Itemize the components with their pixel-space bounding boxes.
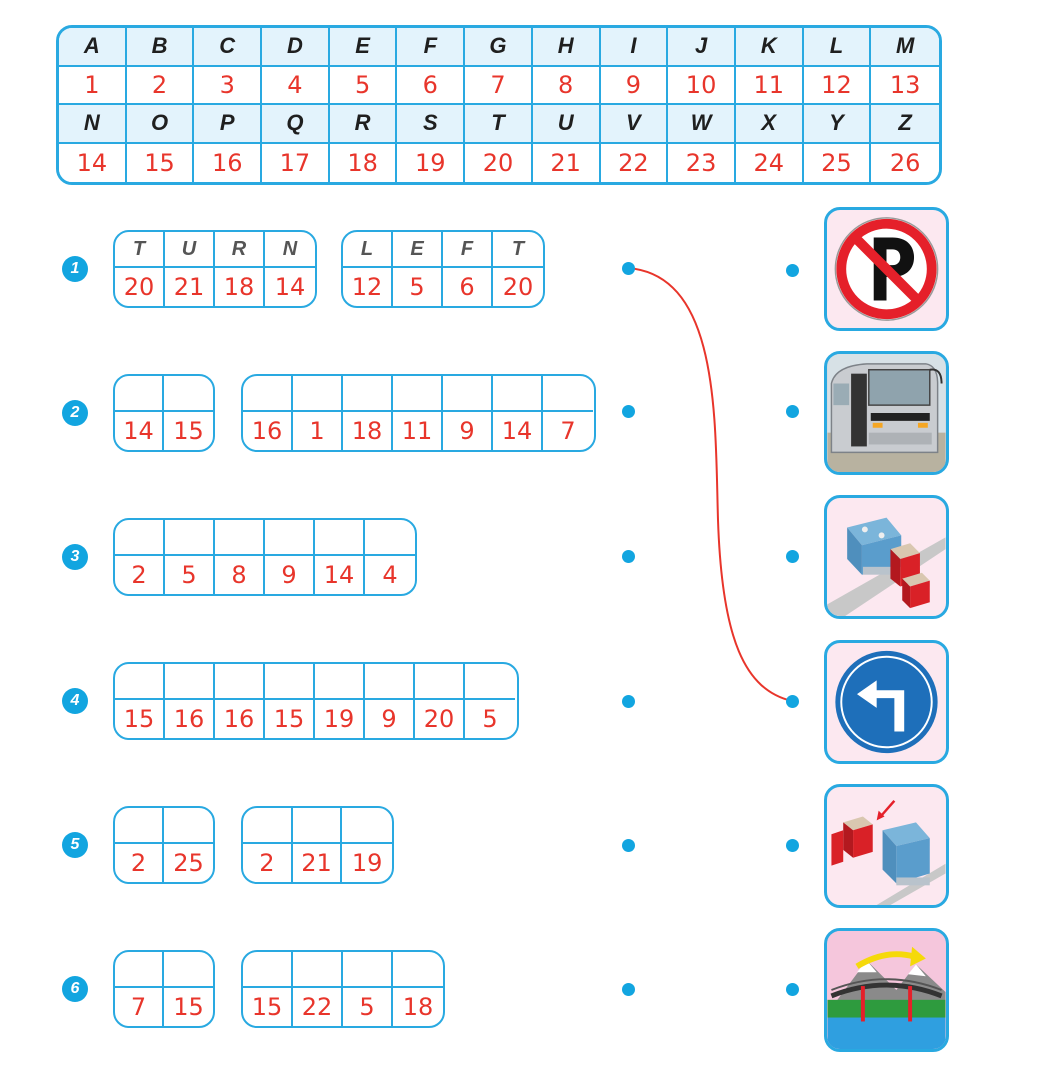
question-match-dot[interactable] xyxy=(622,839,635,852)
cipher-letter: M xyxy=(871,28,939,67)
cipher-letter: I xyxy=(601,28,669,67)
answer-letter-cell[interactable] xyxy=(293,376,341,412)
cipher-letter: H xyxy=(533,28,601,67)
word-box xyxy=(113,374,215,452)
cipher-letter: W xyxy=(668,105,736,144)
code-number: 7 xyxy=(130,993,147,1021)
picture-match-dot[interactable] xyxy=(786,695,799,708)
answer-letter-cell[interactable] xyxy=(365,664,413,700)
cipher-number: 5 xyxy=(330,67,398,106)
cipher-number: 10 xyxy=(668,67,736,106)
cipher-letter: F xyxy=(397,28,465,67)
answer-letter-cell[interactable] xyxy=(265,520,313,556)
cipher-letter: O xyxy=(127,105,195,144)
question-number-badge: 5 xyxy=(62,832,88,858)
word-box xyxy=(113,518,417,596)
cipher-letter: Q xyxy=(262,105,330,144)
cipher-letter: Y xyxy=(804,105,872,144)
code-number: 21 xyxy=(301,849,332,877)
answer-letter-cell[interactable] xyxy=(243,808,291,844)
answer-letter-cell[interactable]: T xyxy=(115,232,163,268)
code-number: 5 xyxy=(409,273,425,301)
answer-letter-cell[interactable] xyxy=(164,952,213,988)
cipher-number: 22 xyxy=(601,144,669,183)
word-box xyxy=(113,806,215,884)
code-number: 1 xyxy=(309,417,325,445)
answer-letter-cell[interactable] xyxy=(465,664,515,700)
cipher-letter: S xyxy=(397,105,465,144)
bus-icon xyxy=(827,354,946,472)
cipher-number: 18 xyxy=(330,144,398,183)
code-number: 5 xyxy=(181,561,197,589)
answer-letter-cell[interactable] xyxy=(115,376,162,412)
code-number: 12 xyxy=(351,273,383,301)
cipher-number: 12 xyxy=(804,67,872,106)
cipher-number: 4 xyxy=(262,67,330,106)
question-number-badge: 4 xyxy=(62,688,88,714)
question-match-dot[interactable] xyxy=(622,262,635,275)
answer-letter-cell[interactable] xyxy=(115,952,162,988)
no-parking-icon xyxy=(827,210,946,328)
cipher-letter: A xyxy=(59,28,127,67)
code-number: 14 xyxy=(501,417,533,445)
answer-letter-cell[interactable] xyxy=(343,376,391,412)
answer-letter-cell[interactable] xyxy=(165,664,213,700)
cipher-letter: V xyxy=(601,105,669,144)
answer-letter-cell[interactable] xyxy=(115,664,163,700)
code-number: 16 xyxy=(223,705,255,733)
cipher-letter: X xyxy=(736,105,804,144)
code-number: 18 xyxy=(351,417,383,445)
answer-letter-cell[interactable] xyxy=(393,952,443,988)
code-number: 19 xyxy=(323,705,355,733)
answer-letter-cell[interactable] xyxy=(293,952,341,988)
turn-left-sign-card[interactable] xyxy=(824,640,949,764)
answer-letter-cell[interactable] xyxy=(265,664,313,700)
cipher-letter: U xyxy=(533,105,601,144)
answer-letter-cell[interactable] xyxy=(164,808,213,844)
word-box xyxy=(341,230,545,308)
answer-letter-cell[interactable]: N xyxy=(265,232,315,268)
cipher-number: 24 xyxy=(736,144,804,183)
answer-letter-cell[interactable] xyxy=(115,520,163,556)
code-number: 25 xyxy=(173,849,204,877)
code-number: 18 xyxy=(402,993,434,1021)
answer-letter-cell[interactable] xyxy=(243,952,291,988)
cipher-number: 13 xyxy=(871,67,939,106)
cipher-letter: N xyxy=(59,105,127,144)
question-match-dot[interactable] xyxy=(622,550,635,563)
cipher-number: 19 xyxy=(397,144,465,183)
code-number: 9 xyxy=(381,705,397,733)
code-number: 2 xyxy=(131,561,147,589)
code-number: 20 xyxy=(502,273,534,301)
cipher-letter: Z xyxy=(871,105,939,144)
answer-letter-cell[interactable] xyxy=(393,376,441,412)
answer-letter-cell[interactable]: R xyxy=(215,232,263,268)
code-number: 5 xyxy=(359,993,375,1021)
cipher-letter: B xyxy=(127,28,195,67)
code-number: 16 xyxy=(173,705,205,733)
answer-letter-cell[interactable] xyxy=(315,520,363,556)
cipher-number: 3 xyxy=(194,67,262,106)
word-box xyxy=(113,950,215,1028)
answer-letter-cell[interactable] xyxy=(215,520,263,556)
question-number-badge: 1 xyxy=(62,256,88,282)
shop-beside-building-card[interactable] xyxy=(824,784,949,908)
question-match-dot[interactable] xyxy=(622,695,635,708)
cipher-letter: P xyxy=(194,105,262,144)
answer-letter-cell[interactable] xyxy=(343,952,391,988)
code-number: 5 xyxy=(482,705,498,733)
answer-letter-cell[interactable]: U xyxy=(165,232,213,268)
answer-letter-cell[interactable] xyxy=(165,520,213,556)
cipher-number: 17 xyxy=(262,144,330,183)
cipher-number: 7 xyxy=(465,67,533,106)
code-number: 19 xyxy=(351,849,383,877)
word-box xyxy=(113,230,317,308)
picture-match-dot[interactable] xyxy=(786,550,799,563)
cipher-number: 20 xyxy=(465,144,533,183)
cipher-number: 23 xyxy=(668,144,736,183)
code-number: 14 xyxy=(323,561,355,589)
word-box xyxy=(241,950,445,1028)
answer-letter-cell[interactable] xyxy=(315,664,363,700)
cipher-number: 9 xyxy=(601,67,669,106)
cipher-number: 16 xyxy=(194,144,262,183)
cipher-letter: G xyxy=(465,28,533,67)
code-number: 15 xyxy=(123,705,155,733)
cipher-letter: R xyxy=(330,105,398,144)
code-number: 16 xyxy=(251,417,283,445)
code-number: 8 xyxy=(231,561,247,589)
cipher-number: 1 xyxy=(59,67,127,106)
cipher-letter: E xyxy=(330,28,398,67)
code-number: 9 xyxy=(281,561,297,589)
answer-letter-cell[interactable] xyxy=(293,808,341,844)
answer-letter-cell[interactable]: E xyxy=(393,232,441,268)
cipher-letter: T xyxy=(465,105,533,144)
code-number: 2 xyxy=(259,849,275,877)
answer-letter-cell[interactable] xyxy=(215,664,263,700)
question-number-badge: 3 xyxy=(62,544,88,570)
code-number: 14 xyxy=(123,417,154,445)
cipher-number: 2 xyxy=(127,67,195,106)
answer-letter-cell[interactable] xyxy=(543,376,593,412)
code-number: 18 xyxy=(223,273,255,301)
answer-letter-cell[interactable] xyxy=(443,376,491,412)
no-parking-sign-card[interactable] xyxy=(824,207,949,331)
shop-beside-building-icon xyxy=(827,787,946,905)
question-number-badge: 2 xyxy=(62,400,88,426)
code-number: 7 xyxy=(560,417,576,445)
bus-card[interactable] xyxy=(824,351,949,475)
code-number: 15 xyxy=(251,993,283,1021)
code-number: 15 xyxy=(173,993,204,1021)
picture-match-dot[interactable] xyxy=(786,839,799,852)
question-match-dot[interactable] xyxy=(622,983,635,996)
code-number: 9 xyxy=(459,417,475,445)
picture-match-dot[interactable] xyxy=(786,264,799,277)
answer-letter-cell[interactable]: F xyxy=(443,232,491,268)
code-number: 21 xyxy=(173,273,205,301)
answer-letter-cell[interactable]: T xyxy=(493,232,543,268)
code-number: 14 xyxy=(274,273,306,301)
code-number: 15 xyxy=(173,417,204,445)
cipher-table xyxy=(56,25,942,185)
word-box xyxy=(113,662,519,740)
cipher-number: 8 xyxy=(533,67,601,106)
cipher-number: 25 xyxy=(804,144,872,183)
picture-match-dot[interactable] xyxy=(786,405,799,418)
answer-letter-cell[interactable] xyxy=(493,376,541,412)
answer-letter-cell[interactable] xyxy=(164,376,213,412)
cipher-letter: K xyxy=(736,28,804,67)
cipher-letter: C xyxy=(194,28,262,67)
go-over-bridge-card[interactable] xyxy=(824,928,949,1052)
cipher-letter: L xyxy=(804,28,872,67)
building-behind-shop-card[interactable] xyxy=(824,495,949,619)
code-number: 6 xyxy=(459,273,475,301)
code-number: 2 xyxy=(130,849,147,877)
answer-letter-cell[interactable] xyxy=(415,664,463,700)
cipher-number: 14 xyxy=(59,144,127,183)
cipher-letter: D xyxy=(262,28,330,67)
code-number: 22 xyxy=(301,993,333,1021)
picture-match-dot[interactable] xyxy=(786,983,799,996)
answer-letter-cell[interactable] xyxy=(115,808,162,844)
code-number: 11 xyxy=(401,417,433,445)
cipher-number: 6 xyxy=(397,67,465,106)
question-number-badge: 6 xyxy=(62,976,88,1002)
code-number: 20 xyxy=(123,273,155,301)
answer-letter-cell[interactable] xyxy=(342,808,392,844)
code-number: 20 xyxy=(423,705,455,733)
turn-left-sign-icon xyxy=(827,643,946,761)
question-match-dot[interactable] xyxy=(622,405,635,418)
go-over-bridge-icon xyxy=(827,931,946,1049)
cipher-number: 21 xyxy=(533,144,601,183)
building-behind-shop-icon xyxy=(827,498,946,616)
answer-letter-cell[interactable] xyxy=(365,520,415,556)
cipher-letter: J xyxy=(668,28,736,67)
word-box xyxy=(241,374,596,452)
cipher-number: 26 xyxy=(871,144,939,183)
code-number: 4 xyxy=(382,561,398,589)
word-box xyxy=(241,806,394,884)
answer-letter-cell[interactable] xyxy=(243,376,291,412)
code-number: 15 xyxy=(273,705,305,733)
answer-letter-cell[interactable]: L xyxy=(343,232,391,268)
cipher-number: 11 xyxy=(736,67,804,106)
cipher-number: 15 xyxy=(127,144,195,183)
